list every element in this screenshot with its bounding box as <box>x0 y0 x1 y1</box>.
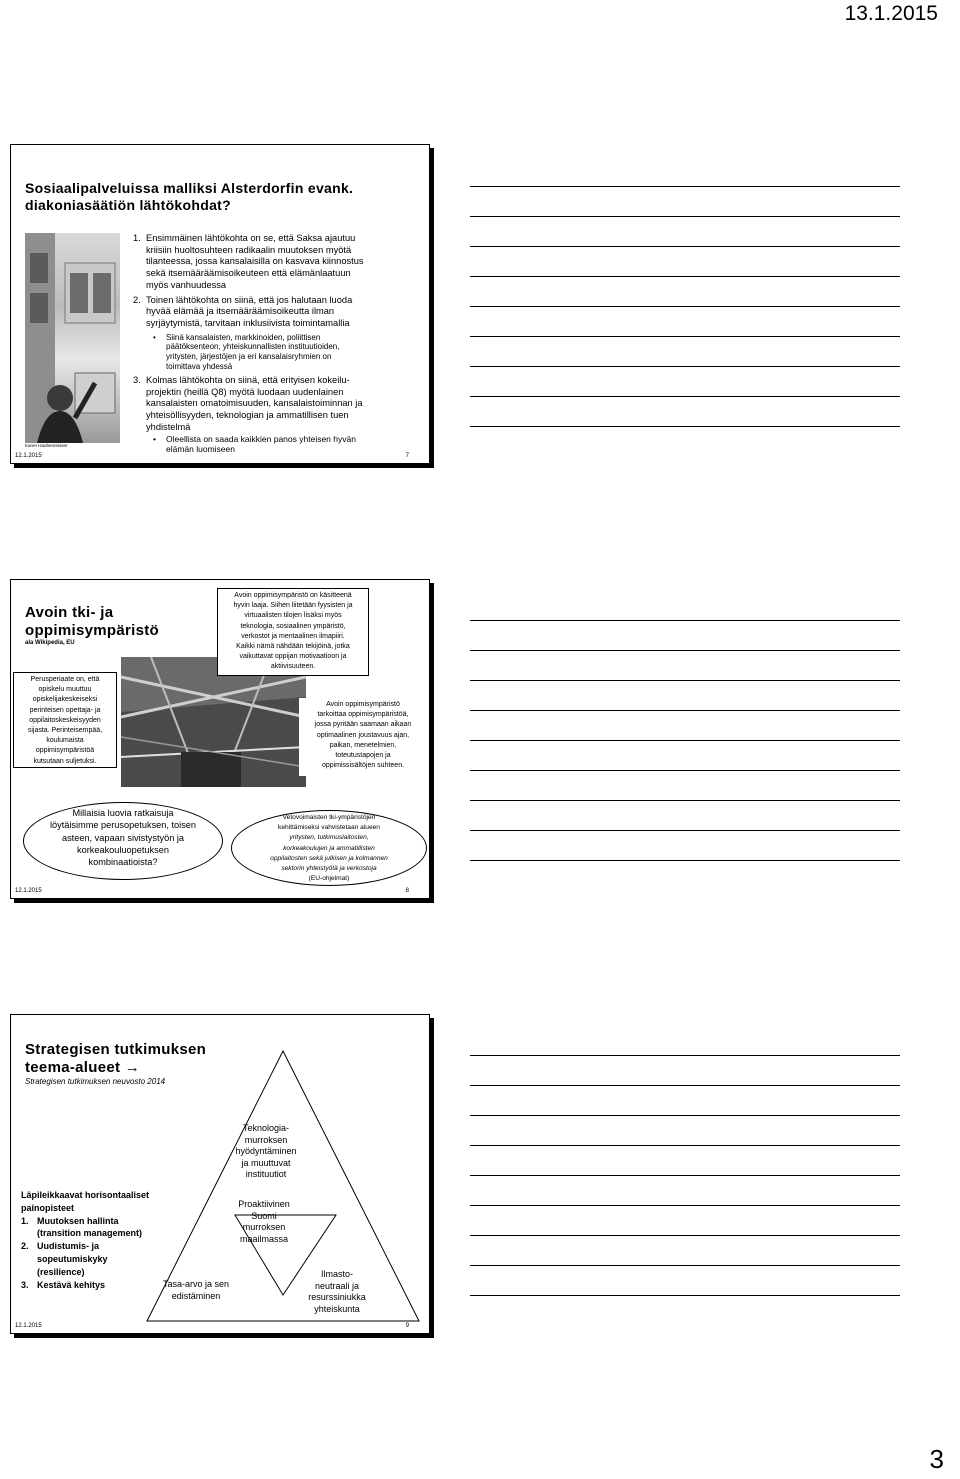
list-item-3 <box>133 375 425 434</box>
text-line: Proaktiivinen <box>238 1199 290 1209</box>
text-line: oppilaitosten sekä julkisen ja kolmannen <box>270 854 388 862</box>
text-line: maailmassa <box>239 1233 288 1244</box>
text-line: elämän luomiseen <box>166 444 235 455</box>
question-ellipse <box>23 802 223 880</box>
text-line: murroksen <box>242 1222 286 1232</box>
page-number: 3 <box>929 1444 944 1474</box>
text-line: kombinaatioista? <box>88 857 158 868</box>
right-text-box <box>299 698 427 776</box>
slide-8-title-line-2: oppimisympäristö <box>25 622 159 639</box>
text-line: (transition management) <box>37 1228 143 1239</box>
list-item-2 <box>133 295 425 330</box>
text-line: vaikuttavat oppijan motivaatioon ja <box>239 653 347 661</box>
slide-8-footer-number: 8 <box>405 888 409 894</box>
slide-7-title <box>25 180 425 214</box>
tri-center-label <box>229 1199 299 1245</box>
text-line: kehittämiseksi vahvistetaan alueen <box>278 824 380 832</box>
bullet-icon: • <box>153 434 156 445</box>
text-line: projektin (heillä Q8) myötä luodaan uudenlainen <box>146 386 344 397</box>
text-line: sekä itsemääräämisoikeuteen että elämänlaatuun <box>146 268 351 279</box>
text-line: hyvin laaja. Siihen liitetään fyysisten ja <box>233 602 353 610</box>
text-line: yhdistelmä <box>146 421 191 432</box>
slide-8 <box>10 579 430 899</box>
list-number: 2. <box>133 294 141 305</box>
text-line: painopisteet <box>21 1202 75 1213</box>
text-line: resurssiniukka <box>308 1292 366 1302</box>
slide-9-footer-number: 9 <box>405 1323 409 1329</box>
text-line: verkostot ja mentaalinen ilmapiiri. <box>241 632 345 640</box>
slide-8-title-line-1: Avoin tki- ja <box>25 604 114 621</box>
text-line: Ensimmäinen lähtökohta on se, että Saksa ajautuu <box>146 233 356 243</box>
slide-9-footer-date: 12.1.2015 <box>15 1323 42 1329</box>
text-line: oppimissisältöjen suhteen. <box>321 762 405 770</box>
text-line: yhteiskunta <box>314 1303 360 1314</box>
text-line: löytäisimme perusopetuksen, toisen <box>49 820 197 831</box>
slide-9 <box>10 1014 430 1334</box>
text-line: kansalaisten omatoimisuuden, kansalaistoiminnan ja <box>146 398 363 409</box>
text-line: Kestävä kehitys <box>37 1279 106 1290</box>
text-line: Avoin oppimisympäristö on käsitteenä <box>234 592 352 599</box>
text-line: (resilience) <box>37 1266 85 1277</box>
priority-item-2 <box>21 1240 171 1278</box>
text-line: hyödyntäminen <box>235 1146 297 1156</box>
tri-right-label <box>299 1269 375 1315</box>
slide-7-footer-number: 7 <box>405 453 409 459</box>
text-line: kutsutaan suljetuksi. <box>33 757 97 765</box>
text-line: Oleellista on saada kaikkien panos yhteisen hyvän <box>166 434 356 445</box>
atrium-photo <box>121 657 306 787</box>
atrium-illustration <box>121 657 306 787</box>
text-line: ja muuttuvat <box>241 1157 291 1168</box>
slide-7-footer-date: 12.1.2015 <box>15 453 42 459</box>
text-line: sopeutumiskyky <box>37 1253 108 1264</box>
text-line: opiskelu muuttuu <box>38 686 92 694</box>
text-line: sektorin yhteistyötä ja verkostoja <box>281 865 377 873</box>
text-line: oppilaitoskeskeisyyden <box>29 716 101 724</box>
text-line: hyvää elämää ja itsemääräämisoikeutta ilman <box>146 306 335 317</box>
list-number: 1. <box>21 1215 29 1226</box>
text-line: korkeakouluopetuksen <box>77 844 169 855</box>
slide-8-footer-date: 12.1.2015 <box>15 888 42 894</box>
text-line: opiskelijakeskeiseksi <box>32 696 98 704</box>
text-line: teknologia, sosiaalinen ympäristö, <box>240 622 346 630</box>
top-text-box <box>217 588 369 676</box>
list-number: 3. <box>21 1279 29 1290</box>
slide-7 <box>10 144 430 464</box>
priority-item-3 <box>21 1279 171 1292</box>
text-line: Toinen lähtökohta on siinä, että jos halutaan luoda <box>146 294 353 305</box>
street-photo <box>25 233 120 443</box>
tri-top-label <box>231 1123 301 1181</box>
text-line: yritysten, järjestöjen ja eri kansalaisryhmien on <box>166 352 332 362</box>
text-line: perinteisen opettaja- ja <box>29 706 101 714</box>
priority-item-1 <box>21 1215 171 1241</box>
slide-9-title-line-2: teema-alueet <box>25 1059 121 1076</box>
slide-8-subtitle: ala Wikipedia, EU <box>25 640 75 646</box>
header-date: 13.1.2015 <box>844 2 938 25</box>
text-line: instituutiot <box>245 1169 287 1179</box>
list-item-1 <box>133 233 425 292</box>
list-number: 2. <box>21 1241 29 1252</box>
slide-7-list <box>133 233 425 455</box>
text-line: Uudistumis- ja <box>37 1241 100 1252</box>
horizontal-priorities <box>21 1189 171 1291</box>
text-line: syrjäytymistä, tarvitaan inklusiivista toimintamallia <box>146 317 350 328</box>
eu-ellipse <box>231 810 427 886</box>
text-line: yritysten, tutkimuslaitosten, <box>289 834 369 842</box>
list-number: 1. <box>133 233 141 243</box>
slide-9-subtitle: Strategisen tutkimuksen neuvosto 2014 <box>25 1077 166 1086</box>
text-line: koulumaista <box>46 737 84 745</box>
photo-caption: Karen Haubenreisser <box>25 443 68 448</box>
text-line: kriisiin huoltosuhteen radikaalin muutoksen myötä <box>146 244 352 255</box>
photo-illustration <box>25 233 120 443</box>
text-line: Teknologia- <box>242 1123 290 1133</box>
text-line: päätöksenteon, yhteiskunnallisten instituutioiden, <box>166 342 340 352</box>
text-line: murroksen <box>244 1134 288 1145</box>
text-line: oppimisympäristöä <box>35 747 95 755</box>
text-line: optimaalinen joustavuus ajan, <box>316 731 410 739</box>
slide-7-title-line-2: diakoniasäätiön lähtökohdat? <box>25 197 231 213</box>
text-line: edistäminen <box>171 1290 221 1301</box>
text-line: tilanteessa, jossa kansalaisilla on kasvava kiinnostus <box>146 256 364 267</box>
text-line: Perusperiaate on, että <box>30 676 100 683</box>
text-line: Ilmasto- <box>320 1269 353 1279</box>
text-line: Vetovoimaisten tki-ympäristöjen <box>282 814 376 821</box>
slide-9-title-line-1: Strategisen tutkimuksen <box>25 1041 207 1058</box>
text-line: virtuaalisten tilojen lisäksi myös <box>244 612 342 620</box>
text-line: Muutoksen hallinta <box>37 1215 119 1226</box>
slide-8-title <box>25 604 159 640</box>
text-line: Millaisia luovia ratkaisuja <box>72 808 174 818</box>
text-line: (EU-ohjelmat) <box>308 875 350 883</box>
text-line: korkeakoulujen ja ammatillisten <box>283 844 375 852</box>
text-line: paikan, menetelmien, <box>329 741 397 749</box>
arrow-right-icon: → <box>124 1059 141 1076</box>
text-line: yhteisöllisyyden, teknologian ja ammatillisen tuen <box>146 409 349 420</box>
text-line: jossa pyritään saamaan aikaan <box>314 721 412 729</box>
text-line: Avoin oppimisympäristö <box>326 701 400 708</box>
text-line: myös vanhuudessa <box>146 279 227 290</box>
list-number: 3. <box>133 374 141 385</box>
bullet-icon: • <box>153 332 156 342</box>
text-line: aktiivisuuteen. <box>270 663 316 671</box>
text-line: Suomi <box>251 1210 277 1221</box>
text-line: Siinä kansalaisten, markkinoiden, poliittisen <box>166 332 321 342</box>
left-text-box <box>13 672 117 768</box>
slide-7-title-line-1: Sosiaalipalveluissa malliksi Alsterdorfin evank. <box>25 180 354 196</box>
sub-bullet-3 <box>133 435 425 455</box>
text-line: Läpileikkaavat horisontaaliset <box>21 1190 150 1200</box>
text-line: Tasa-arvo ja sen <box>162 1279 230 1289</box>
text-line: tarkoittaa oppimisympäristöä, <box>317 711 409 719</box>
sub-bullet-2 <box>133 333 425 372</box>
text-line: neutraali ja <box>314 1280 360 1291</box>
text-line: sijasta. Perinteisempää, <box>27 727 103 735</box>
text-line: toteutustapojen ja <box>335 752 391 760</box>
text-line: Kolmas lähtökohta on siinä, että erityisen kokeilu- <box>146 374 350 385</box>
text-line: asteen, vapaan sivistystyön ja <box>61 832 185 843</box>
text-line: toimittava yhdessä <box>166 362 233 372</box>
text-line: Kaikki nämä nähdään tekijöinä, jotka <box>236 643 350 651</box>
